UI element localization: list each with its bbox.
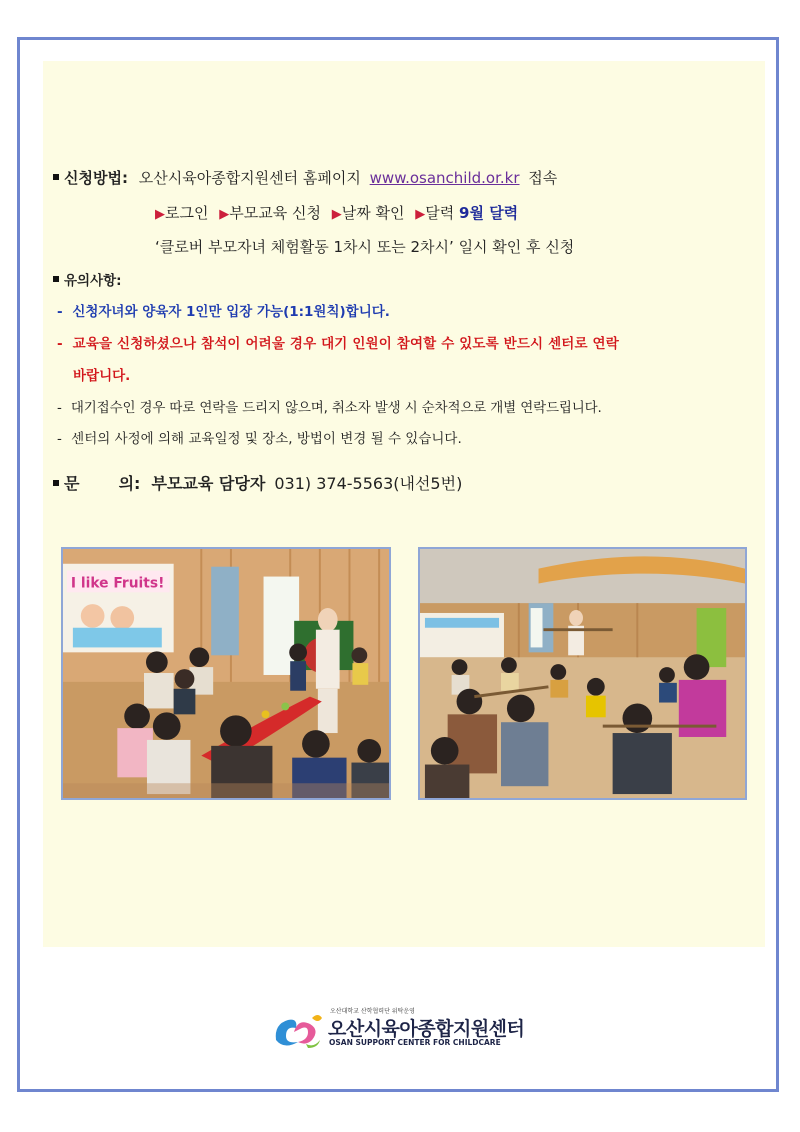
step-calendar: 달력 [425, 204, 455, 222]
arrow-right-icon: ▶ [415, 207, 426, 222]
step-apply: 부모교육 신청 [229, 204, 321, 222]
step-date: 날짜 확인 [341, 204, 405, 222]
activity-photo-1 [61, 547, 391, 800]
notes-header [53, 270, 122, 291]
dash: - [57, 431, 62, 447]
center-logo [272, 1004, 532, 1054]
homepage-link[interactable]: www.osanchild.or.kr [369, 169, 520, 187]
photo-banner-text: I like Fruits! [70, 575, 165, 592]
note-item-1 [57, 302, 390, 322]
contact-phone: 031) 374-5563(내선5번) [274, 474, 463, 493]
note-item-3 [57, 398, 602, 418]
logo-name: 오산시육아종합지원센터 [328, 1018, 525, 1040]
note-text: 교육을 신청하셨으나 참석이 어려울 경우 대기 인원이 참여할 수 있도록 반드시 센터로 연락 [72, 336, 619, 352]
arrow-right-icon: ▶ [155, 207, 165, 222]
note-text: 신청자녀와 양육자 1인만 입장 가능(1:1원칙)합니다. [72, 304, 390, 320]
apply-text: 오산시육아종합지원센터 홈페이지 [138, 169, 361, 187]
contact-row [53, 474, 462, 494]
contact-label-b: 의: [118, 474, 141, 493]
bullet-square-icon [53, 480, 59, 486]
activity-photo-2 [418, 547, 747, 800]
notes-label: 유의사항: [64, 273, 122, 289]
activity-photo-1-image [63, 549, 389, 798]
logo-subtitle: 오산대학교 산학협력단 위탁운영 [330, 1008, 415, 1015]
note-item-4 [57, 429, 462, 449]
arrow-right-icon: ▶ [219, 207, 230, 222]
note-item-2-cont: 바랍니다. [73, 368, 131, 384]
step-login: 로그인 [165, 204, 209, 222]
apply-text-after: 접속 [528, 169, 558, 187]
logo-english-name: OSAN SUPPORT CENTER FOR CHILDCARE [329, 1038, 501, 1047]
dash: - [57, 400, 62, 416]
arrow-right-icon: ▶ [331, 207, 342, 222]
apply-row [53, 168, 557, 188]
apply-steps [155, 203, 518, 225]
contact-label-a: 문 [64, 474, 80, 493]
calendar-month: 9월 달력 [459, 204, 519, 222]
contact-person: 부모교육 담당자 [151, 474, 266, 493]
dash: - [57, 304, 63, 320]
note-text: 센터의 사정에 의해 교육일정 및 장소, 방법이 변경 될 수 있습니다. [71, 431, 462, 447]
bullet-square-icon [53, 276, 59, 282]
activity-photo-2-image [420, 549, 745, 798]
content-panel [43, 61, 765, 947]
note-item-2 [57, 334, 619, 354]
apply-label: 신청방법: [64, 169, 128, 187]
center-logo-mark-icon [272, 1010, 324, 1050]
bullet-square-icon [53, 174, 59, 180]
dash: - [57, 336, 63, 352]
apply-line3: ‘클로버 부모자녀 체험활동 1차시 또는 2차시’ 일시 확인 후 신청 [155, 238, 575, 256]
note-text: 대기접수인 경우 따로 연락을 드리지 않으며, 취소자 발생 시 순차적으로 개별 연락드립니다. [70, 400, 602, 416]
